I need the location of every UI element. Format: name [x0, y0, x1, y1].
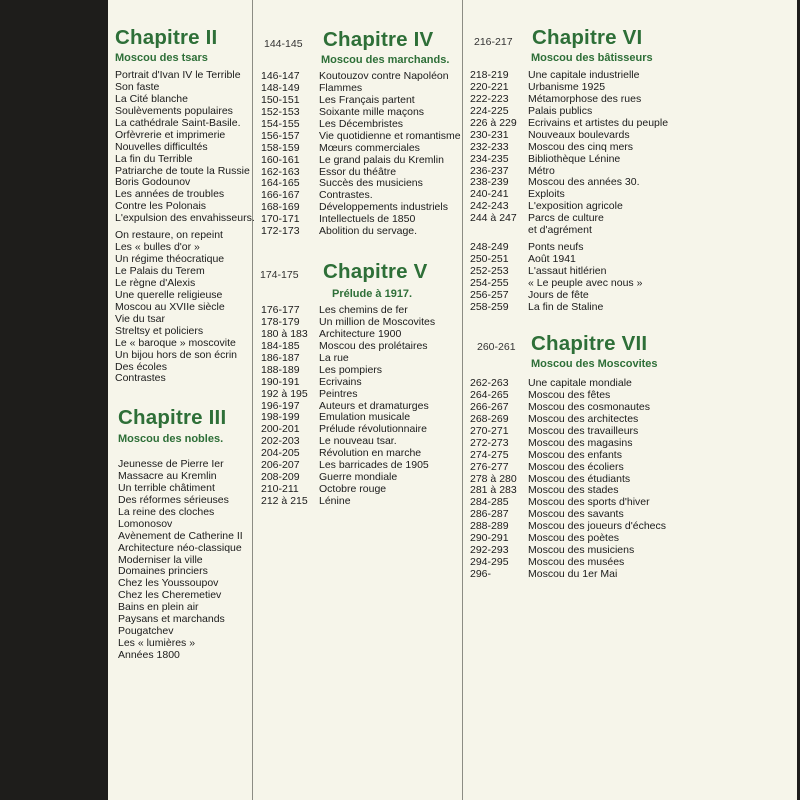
- chapter-7-subtitle: Moscou des Moscovites: [531, 358, 658, 370]
- toc-entry-title: Moscou des étudiants: [528, 473, 631, 485]
- chapter-4-page: 144-145: [264, 38, 303, 50]
- toc-entry-page: 196-197: [261, 400, 300, 412]
- toc-entry: Un terrible châtiment: [118, 482, 215, 494]
- toc-entry: Le « baroque » moscovite: [115, 337, 236, 349]
- toc-entry-page: 156-157: [261, 130, 300, 142]
- toc-entry-page: 164-165: [261, 178, 300, 190]
- chapter-4-title: Chapitre IV: [323, 28, 434, 51]
- toc-entry-page: 262-263: [470, 378, 509, 389]
- toc-entry-page: 294-295: [470, 557, 509, 569]
- toc-entry-page: 230-231: [470, 129, 509, 141]
- toc-entry: [261, 71, 461, 83]
- toc-entry: [470, 166, 668, 178]
- toc-entry: [261, 377, 435, 389]
- toc-entry-page: 166-167: [261, 190, 300, 202]
- toc-entry: Des écoles: [115, 361, 167, 373]
- toc-entry: [470, 438, 666, 450]
- toc-entry-title: Métro: [528, 165, 555, 177]
- toc-entry-page: 206-207: [261, 460, 300, 472]
- toc-entry: [261, 496, 435, 508]
- toc-entry-title: Guerre mondiale: [319, 472, 398, 484]
- toc-entry-page: 264-265: [470, 389, 509, 401]
- toc-entry-page: 242-243: [470, 201, 509, 213]
- toc-entry: [261, 119, 461, 131]
- toc-entry-title: Moscou des magasins: [528, 437, 633, 449]
- toc-entry: [261, 329, 435, 341]
- toc-entry-title: Contrastes.: [319, 190, 373, 202]
- toc-entry: Boris Godounov: [115, 177, 191, 189]
- chapter-2-title: Chapitre II: [115, 26, 218, 49]
- toc-entry: La Cité blanche: [115, 93, 188, 105]
- toc-entry: [470, 225, 668, 237]
- toc-entry-page: 234-235: [470, 153, 509, 165]
- toc-entry: [261, 484, 435, 496]
- toc-entry-title: Une capitale industrielle: [528, 70, 640, 81]
- toc-entry: Soulèvements populaires: [115, 105, 233, 117]
- toc-entry-page: 292-293: [470, 545, 509, 557]
- toc-entry: [261, 472, 435, 484]
- toc-entry-title: La rue: [319, 352, 349, 364]
- toc-entry-page: 200-201: [261, 424, 300, 436]
- toc-entry: [470, 462, 666, 474]
- toc-entry-title: Parcs de culture: [528, 213, 604, 225]
- column-divider: [462, 0, 463, 800]
- toc-entry-page: 288-289: [470, 521, 509, 533]
- chapter-2-entries: [115, 70, 255, 385]
- toc-entry-title: Métamorphose des rues: [528, 93, 642, 105]
- toc-entry-title: Architecture 1900: [319, 328, 402, 340]
- chapter-4-subtitle: Moscou des marchands.: [321, 54, 450, 66]
- toc-entry: [470, 130, 668, 142]
- toc-entry-title: Intellectuels de 1850: [319, 214, 416, 226]
- toc-entry: [261, 167, 461, 179]
- toc-entry-title: Les Décembristes: [319, 118, 404, 130]
- toc-entry-title: Moscou des sports d'hiver: [528, 497, 650, 509]
- toc-entry: Pougatchev: [118, 626, 174, 638]
- toc-entry: [470, 290, 668, 302]
- toc-entry-title: Moscou des années 30.: [528, 177, 640, 189]
- toc-entry-page: 212 à 215: [261, 496, 308, 507]
- chapter-5-page: 174-175: [260, 269, 299, 281]
- toc-entry-title: Moscou des fêtes: [528, 389, 611, 401]
- toc-entry: [470, 142, 668, 154]
- toc-entry: [261, 436, 435, 448]
- toc-entry: Moscou au XVIIe siècle: [115, 301, 225, 313]
- toc-entry-page: 152-153: [261, 106, 300, 118]
- toc-entry-title: Développements industriels: [319, 202, 448, 214]
- toc-entry: [261, 83, 461, 95]
- page-left-edge: [0, 0, 108, 800]
- chapter-5-entries: [261, 305, 435, 508]
- toc-entry-page: 168-169: [261, 202, 300, 214]
- toc-entry-title: « Le peuple avec nous »: [528, 277, 643, 289]
- toc-entry: [261, 365, 435, 377]
- toc-entry: [261, 353, 435, 365]
- toc-entry: [470, 474, 666, 486]
- chapter-6-page: 216-217: [474, 36, 513, 48]
- toc-entry-page: 190-191: [261, 376, 300, 388]
- toc-entry-title: Flammes: [319, 82, 363, 94]
- toc-entry: [470, 118, 668, 130]
- toc-entry-title: Les Français partent: [319, 94, 415, 106]
- chapter-7-title: Chapitre VII: [531, 332, 648, 355]
- toc-entry-page: 258-259: [470, 301, 509, 313]
- toc-entry: Les « bulles d'or »: [115, 242, 200, 254]
- toc-entry: Chez les Youssoupov: [118, 578, 219, 590]
- toc-entry: [470, 426, 666, 438]
- toc-entry-page: 236-237: [470, 165, 509, 177]
- toc-entry-title: Le nouveau tsar.: [319, 436, 397, 448]
- toc-entry: Patriarche de toute la Russie: [115, 165, 250, 177]
- toc-entry-title: Abolition du servage.: [319, 226, 418, 238]
- toc-entry: On restaure, on repeint: [115, 230, 223, 242]
- toc-entry-page: 256-257: [470, 289, 509, 301]
- toc-entry-title: Moscou des prolétaires: [319, 340, 428, 352]
- toc-entry-title: Moscou des architectes: [528, 413, 639, 425]
- toc-entry: [470, 106, 668, 118]
- toc-entry-page: 238-239: [470, 177, 509, 189]
- toc-entry-title: Une capitale mondiale: [528, 378, 632, 389]
- toc-entry: Une querelle religieuse: [115, 289, 223, 301]
- toc-entry-page: 266-267: [470, 401, 509, 413]
- toc-entry-page: 244 à 247: [470, 213, 517, 225]
- toc-entry-page: 274-275: [470, 449, 509, 461]
- toc-entry: [470, 450, 666, 462]
- toc-entry-title: Les chemins de fer: [319, 305, 408, 316]
- toc-entry-title: Emulation musicale: [319, 412, 411, 424]
- chapter-5-title: Chapitre V: [323, 260, 428, 283]
- toc-entry-title: Exploits: [528, 189, 565, 201]
- toc-entry: [470, 390, 666, 402]
- toc-entry: [261, 305, 435, 317]
- toc-entry-page: 210-211: [261, 484, 299, 496]
- toc-entry-page: 226 à 229: [470, 117, 517, 129]
- toc-entry: [261, 460, 435, 472]
- toc-entry-title: Moscou des savants: [528, 509, 624, 521]
- toc-entry-page: 172-173: [261, 226, 300, 238]
- toc-entry-page: 154-155: [261, 118, 300, 130]
- toc-entry: Années 1800: [118, 650, 180, 661]
- toc-entry-title: Moscou des stades: [528, 485, 619, 497]
- toc-entry: Architecture néo-classique: [118, 542, 242, 554]
- toc-entry-page: 286-287: [470, 509, 509, 521]
- toc-entry-title: Moscou des poètes: [528, 533, 620, 545]
- toc-entry: Son faste: [115, 81, 160, 93]
- toc-entry: [470, 82, 668, 94]
- toc-entry-title: Moscou des musiciens: [528, 545, 635, 557]
- toc-entry-page: 222-223: [470, 93, 509, 105]
- toc-entry-title: Les barricades de 1905: [319, 460, 429, 472]
- toc-entry-title: et d'agrément: [528, 225, 592, 237]
- toc-entry: Jeunesse de Pierre Ier: [118, 459, 224, 470]
- toc-entry-page: 180 à 183: [261, 328, 308, 340]
- toc-entry: [470, 177, 668, 189]
- toc-entry: Bains en plein air: [118, 602, 199, 614]
- chapter-5-subtitle: Prélude à 1917.: [332, 288, 413, 300]
- toc-entry-page: 240-241: [470, 189, 509, 201]
- toc-entry: L'expulsion des envahisseurs.: [115, 213, 255, 225]
- chapter-3-subtitle: Moscou des nobles.: [118, 433, 224, 445]
- toc-entry-title: Auteurs et dramaturges: [319, 400, 429, 412]
- toc-entry-page: 160-161: [261, 154, 300, 166]
- toc-entry: [470, 213, 668, 225]
- toc-entry-title: Essor du théâtre: [319, 166, 397, 178]
- toc-entry: Le règne d'Alexis: [115, 277, 196, 289]
- toc-entry: [470, 402, 666, 414]
- toc-entry: Les années de troubles: [115, 189, 225, 201]
- toc-entry: [261, 131, 461, 143]
- toc-entry-page: 281 à 283: [470, 485, 517, 497]
- toc-entry-page: 276-277: [470, 461, 509, 473]
- toc-entry: Domaines princiers: [118, 566, 208, 578]
- toc-entry: Avènement de Catherine II: [118, 530, 243, 542]
- toc-entry-page: 148-149: [261, 82, 300, 94]
- toc-entry: [470, 154, 668, 166]
- toc-entry: Portrait d'Ivan IV le Terrible: [115, 70, 241, 81]
- toc-entry-page: 218-219: [470, 70, 509, 81]
- toc-entry-title: Nouveaux boulevards: [528, 129, 630, 141]
- toc-entry: [470, 485, 666, 497]
- toc-entry: Massacre au Kremlin: [118, 470, 217, 482]
- toc-entry-title: Soixante mille maçons: [319, 106, 425, 118]
- chapter-2-subtitle: Moscou des tsars: [115, 52, 208, 64]
- toc-entry: Paysans et marchands: [118, 614, 225, 626]
- toc-entry-page: 178-179: [261, 316, 300, 328]
- toc-entry: Des réformes sérieuses: [118, 494, 229, 506]
- chapter-6-subtitle: Moscou des bâtisseurs: [531, 52, 653, 64]
- toc-entry: La reine des cloches: [118, 506, 215, 518]
- toc-entry: [261, 401, 435, 413]
- toc-entry-page: 278 à 280: [470, 473, 517, 485]
- toc-entry-title: Koutouzov contre Napoléon: [319, 71, 449, 82]
- toc-entry: [261, 214, 461, 226]
- toc-entry-title: Prélude révolutionnaire: [319, 424, 427, 436]
- toc-entry: [261, 143, 461, 155]
- toc-entry: [261, 95, 461, 107]
- toc-entry: [470, 414, 666, 426]
- toc-entry: [261, 317, 435, 329]
- toc-entry-title: Moscou des écoliers: [528, 461, 624, 473]
- toc-entry-title: Palais publics: [528, 105, 593, 117]
- toc-entry: Contre les Polonais: [115, 201, 207, 213]
- toc-entry: [470, 278, 668, 290]
- toc-entry: [261, 107, 461, 119]
- toc-entry-page: 268-269: [470, 413, 509, 425]
- toc-entry: [470, 509, 666, 521]
- toc-entry-page: 162-163: [261, 166, 300, 178]
- toc-entry-title: Moscou des joueurs d'échecs: [528, 521, 666, 533]
- toc-entry-title: Les pompiers: [319, 364, 383, 376]
- toc-entry-page: 290-291: [470, 533, 509, 545]
- chapter-6-title: Chapitre VI: [532, 26, 643, 49]
- toc-entry: [470, 569, 666, 581]
- toc-entry-title: Jours de fête: [528, 289, 589, 301]
- toc-entry: [261, 412, 435, 424]
- toc-entry-title: Succès des musiciens: [319, 178, 423, 190]
- toc-entry-page: 176-177: [261, 305, 300, 316]
- toc-entry-title: Moscou des cinq mers: [528, 141, 634, 153]
- chapter-4-entries: [261, 71, 461, 238]
- toc-entry-title: Un million de Moscovites: [319, 316, 436, 328]
- chapter-3-title: Chapitre III: [118, 406, 227, 429]
- toc-entry: Nouvelles difficultés: [115, 141, 208, 153]
- toc-entry-title: Ponts neufs: [528, 242, 584, 254]
- toc-entry-page: 232-233: [470, 141, 509, 153]
- toc-entry-page: 250-251: [470, 254, 509, 266]
- toc-entry: [470, 242, 668, 254]
- toc-entry: [261, 190, 461, 202]
- toc-entry-page: 170-171: [261, 214, 300, 226]
- toc-entry: Streltsy et policiers: [115, 325, 204, 337]
- toc-entry: La fin du Terrible: [115, 153, 193, 165]
- toc-entry-page: 208-209: [261, 472, 300, 484]
- toc-entry-page: 150-151: [261, 94, 300, 106]
- toc-entry-title: Urbanisme 1925: [528, 81, 606, 93]
- chapter-7-entries: [470, 378, 666, 581]
- toc-entry: [261, 389, 435, 401]
- chapter-3-entries: [118, 459, 243, 662]
- toc-entry-title: Révolution en marche: [319, 448, 422, 460]
- toc-entry-title: L'exposition agricole: [528, 201, 623, 213]
- toc-entry: Un régime théocratique: [115, 254, 225, 266]
- toc-entry-title: Vie quotidienne et romantisme: [319, 130, 461, 142]
- toc-entry-title: Moscou des travailleurs: [528, 425, 639, 437]
- toc-entry-page: 198-199: [261, 412, 300, 424]
- toc-entry-page: 252-253: [470, 266, 509, 277]
- toc-entry: [261, 448, 435, 460]
- toc-entry: Moderniser la ville: [118, 554, 203, 566]
- toc-entry-title: Moscou des musées: [528, 557, 625, 569]
- toc-entry-page: 204-205: [261, 448, 300, 460]
- toc-entry-title: L'assaut hitlérien: [528, 266, 607, 277]
- toc-entry-page: 270-271: [470, 425, 509, 437]
- toc-entry-title: La fin de Staline: [528, 301, 604, 313]
- toc-entry: [470, 70, 668, 82]
- toc-entry-title: Août 1941: [528, 254, 576, 266]
- toc-entry: Lomonosov: [118, 518, 173, 530]
- toc-entry: [470, 545, 666, 557]
- toc-entry-page: 192 à 195: [261, 388, 308, 400]
- toc-entry-title: Ecrivains: [319, 376, 362, 388]
- toc-entry: Chez les Cheremetiev: [118, 590, 222, 602]
- toc-entry-page: 184-185: [261, 340, 300, 352]
- toc-entry-title: Moscou des enfants: [528, 449, 622, 461]
- toc-entry-title: Moscou des cosmonautes: [528, 401, 650, 413]
- toc-entry-page: 146-147: [261, 71, 300, 82]
- toc-entry-title: Le grand palais du Kremlin: [319, 154, 444, 166]
- chapter-7-page: 260-261: [477, 341, 516, 353]
- toc-entry: Orfèvrerie et imprimerie: [115, 129, 226, 141]
- toc-entry-page: 202-203: [261, 436, 300, 448]
- toc-entry: [261, 155, 461, 167]
- toc-entry: [470, 254, 668, 266]
- toc-entry: Vie du tsar: [115, 313, 166, 325]
- toc-entry-page: 272-273: [470, 437, 509, 449]
- toc-entry: Un bijou hors de son écrin: [115, 349, 237, 361]
- chapter-6-entries: [470, 70, 668, 314]
- toc-entry: [470, 302, 668, 314]
- toc-entry-page: 220-221: [470, 81, 509, 93]
- toc-entry: [470, 497, 666, 509]
- toc-entry: [470, 94, 668, 106]
- toc-entry: [470, 533, 666, 545]
- toc-entry: [470, 378, 666, 390]
- toc-entry: [470, 189, 668, 201]
- toc-entry-title: Octobre rouge: [319, 484, 387, 496]
- toc-entry-page: 186-187: [261, 352, 300, 364]
- toc-entry-title: Moscou du 1er Mai: [528, 569, 618, 580]
- toc-entry-title: Lénine: [319, 496, 351, 507]
- toc-entry: [261, 341, 435, 353]
- toc-entry: [470, 266, 668, 278]
- toc-entry-page: 224-225: [470, 105, 509, 117]
- toc-entry: Contrastes: [115, 373, 166, 385]
- toc-entry: [470, 521, 666, 533]
- toc-entry-title: Bibliothèque Lénine: [528, 153, 621, 165]
- toc-entry: [470, 201, 668, 213]
- toc-entry: [261, 202, 461, 214]
- toc-entry: [261, 178, 461, 190]
- toc-entry-page: 284-285: [470, 497, 509, 509]
- toc-entry-page: 254-255: [470, 277, 509, 289]
- toc-entry: [261, 226, 461, 238]
- toc-entry: [470, 557, 666, 569]
- toc-entry-title: Ecrivains et artistes du peuple: [528, 117, 669, 129]
- toc-entry-title: Peintres: [319, 388, 358, 400]
- toc-entry-title: Mœurs commerciales: [319, 142, 420, 154]
- toc-entry-page: 248-249: [470, 242, 509, 254]
- toc-entry-page: 188-189: [261, 364, 300, 376]
- toc-entry: La cathédrale Saint-Basile.: [115, 117, 241, 129]
- toc-entry-page: 158-159: [261, 142, 300, 154]
- toc-entry: Les « lumières »: [118, 638, 196, 650]
- toc-entry: Le Palais du Terem: [115, 266, 205, 277]
- toc-entry: [261, 424, 435, 436]
- toc-entry-page: 296-: [470, 569, 492, 580]
